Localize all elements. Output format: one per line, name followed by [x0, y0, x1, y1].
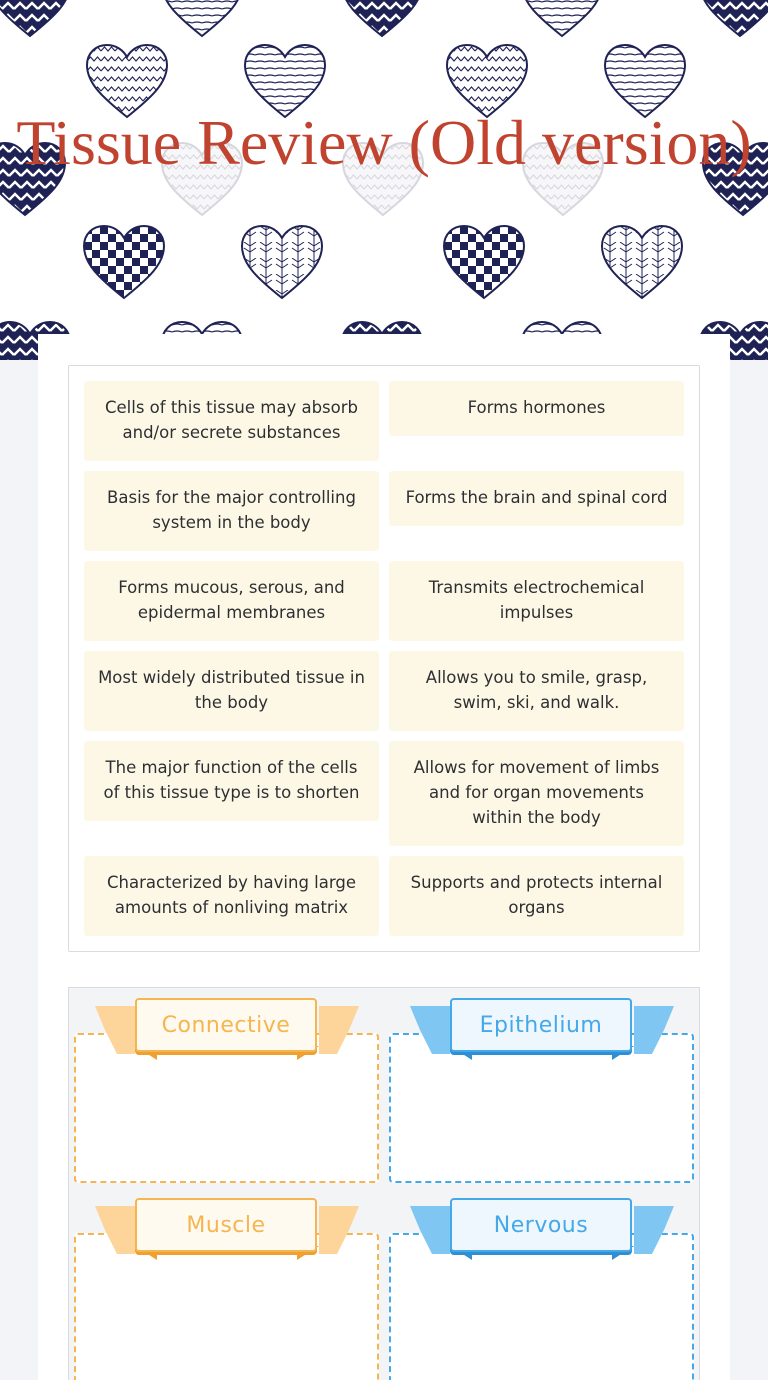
ribbon-muscle [95, 1196, 359, 1262]
hearts-pattern [0, 0, 768, 360]
ribbon-connective [95, 996, 359, 1062]
bin-label: Nervous [450, 1198, 632, 1252]
ribbon-epithelium [410, 996, 674, 1062]
answer-card[interactable]: Forms the brain and spinal cord [389, 471, 684, 526]
answer-card[interactable]: Allows you to smile, grasp, swim, ski, and walk. [389, 651, 684, 731]
bin-label: Connective [135, 998, 317, 1052]
answer-card[interactable]: Forms mucous, serous, and epidermal membranes [84, 561, 379, 641]
answer-card[interactable]: Characterized by having large amounts of nonliving matrix [84, 856, 379, 936]
answer-card[interactable]: Most widely distributed tissue in the body [84, 651, 379, 731]
answer-card[interactable]: Supports and protects internal organs [389, 856, 684, 936]
answer-card[interactable]: Basis for the major controlling system in the body [84, 471, 379, 551]
answer-card[interactable]: Allows for movement of limbs and for organ movements within the body [389, 741, 684, 846]
answer-card[interactable]: Transmits electrochemical impulses [389, 561, 684, 641]
answer-card[interactable]: Forms hormones [389, 381, 684, 436]
bin-label: Muscle [135, 1198, 317, 1252]
answer-card[interactable]: Cells of this tissue may absorb and/or secrete substances [84, 381, 379, 461]
page-title: Tissue Review (Old version) [16, 107, 752, 178]
bin-label: Epithelium [450, 998, 632, 1052]
header-banner [0, 0, 768, 360]
answer-card[interactable]: The major function of the cells of this tissue type is to shorten [84, 741, 379, 821]
ribbon-nervous [410, 1196, 674, 1262]
